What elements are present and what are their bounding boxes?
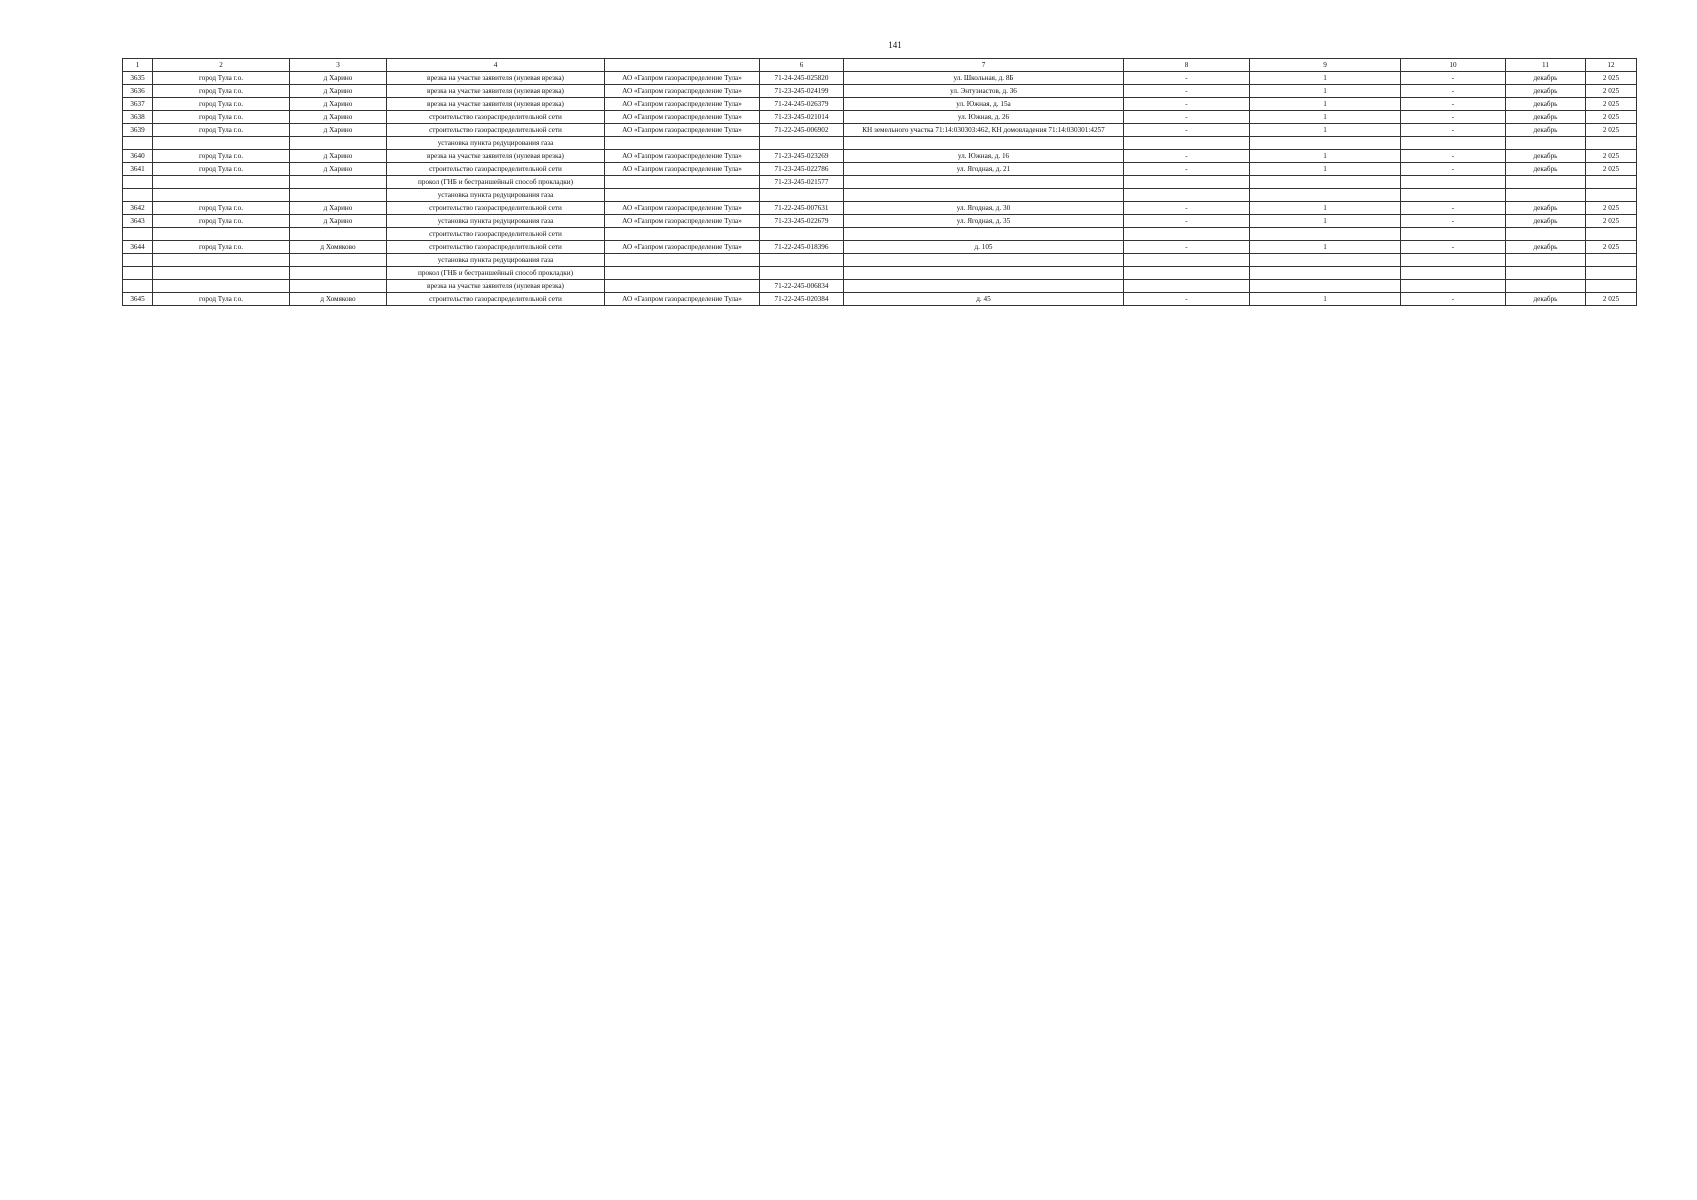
count-cell bbox=[1250, 228, 1401, 241]
organization-cell: АО «Газпром газораспределение Тула» bbox=[605, 293, 760, 306]
organization-cell: АО «Газпром газораспределение Тула» bbox=[605, 98, 760, 111]
column-header: 2 bbox=[153, 59, 290, 72]
organization-cell: АО «Газпром газораспределение Тула» bbox=[605, 150, 760, 163]
code-cell bbox=[760, 254, 844, 267]
month-cell bbox=[1506, 267, 1586, 280]
month-cell: декабрь bbox=[1506, 150, 1586, 163]
table-row bbox=[123, 85, 1637, 98]
col8-cell: - bbox=[1124, 98, 1250, 111]
month-cell bbox=[1506, 254, 1586, 267]
city-cell bbox=[153, 176, 290, 189]
row-number: 3637 bbox=[123, 98, 153, 111]
village-cell bbox=[290, 267, 387, 280]
col8-cell: - bbox=[1124, 72, 1250, 85]
code-cell: 71-24-245-026379 bbox=[760, 98, 844, 111]
row-number bbox=[123, 267, 153, 280]
city-cell: город Тула г.о. bbox=[153, 150, 290, 163]
table-row bbox=[123, 72, 1637, 85]
col8-cell bbox=[1124, 254, 1250, 267]
organization-cell: АО «Газпром газораспределение Тула» bbox=[605, 215, 760, 228]
work-type-cell: установка пункта редуцирования газа bbox=[387, 137, 605, 150]
city-cell bbox=[153, 267, 290, 280]
year-cell bbox=[1586, 267, 1637, 280]
year-cell bbox=[1586, 137, 1637, 150]
row-number: 3638 bbox=[123, 111, 153, 124]
month-cell: декабрь bbox=[1506, 85, 1586, 98]
year-cell: 2 025 bbox=[1586, 124, 1637, 137]
col8-cell: - bbox=[1124, 85, 1250, 98]
count-cell: 1 bbox=[1250, 124, 1401, 137]
work-type-cell: прокол (ГНБ и бестраншейный способ прокладки) bbox=[387, 176, 605, 189]
work-type-cell: строительство газораспределительной сети bbox=[387, 202, 605, 215]
table-row bbox=[123, 280, 1637, 293]
col10-cell bbox=[1401, 189, 1506, 202]
address-cell: ул. Школьная, д. 8Б bbox=[844, 72, 1124, 85]
village-cell: д Харино bbox=[290, 163, 387, 176]
city-cell bbox=[153, 137, 290, 150]
count-cell: 1 bbox=[1250, 202, 1401, 215]
month-cell: декабрь bbox=[1506, 163, 1586, 176]
col10-cell: - bbox=[1401, 72, 1506, 85]
organization-cell bbox=[605, 176, 760, 189]
address-cell: ул. Ягодная, д. 30 bbox=[844, 202, 1124, 215]
column-header: 1 bbox=[123, 59, 153, 72]
month-cell: декабрь bbox=[1506, 293, 1586, 306]
organization-cell bbox=[605, 280, 760, 293]
work-plan-table bbox=[122, 58, 1637, 306]
col8-cell bbox=[1124, 137, 1250, 150]
city-cell bbox=[153, 228, 290, 241]
header-row bbox=[123, 59, 1637, 72]
code-cell bbox=[760, 189, 844, 202]
col10-cell: - bbox=[1401, 293, 1506, 306]
row-number: 3644 bbox=[123, 241, 153, 254]
work-type-cell: врезка на участке заявителя (нулевая врезка) bbox=[387, 72, 605, 85]
col10-cell: - bbox=[1401, 163, 1506, 176]
city-cell bbox=[153, 254, 290, 267]
city-cell: город Тула г.о. bbox=[153, 124, 290, 137]
code-cell: 71-22-245-006834 bbox=[760, 280, 844, 293]
month-cell: декабрь bbox=[1506, 111, 1586, 124]
row-number: 3639 bbox=[123, 124, 153, 137]
village-cell: д Харино bbox=[290, 202, 387, 215]
organization-cell: АО «Газпром газораспределение Тула» bbox=[605, 202, 760, 215]
village-cell: д Хомяково bbox=[290, 293, 387, 306]
work-type-cell: строительство газораспределительной сети bbox=[387, 241, 605, 254]
address-cell bbox=[844, 137, 1124, 150]
village-cell bbox=[290, 137, 387, 150]
table-row bbox=[123, 111, 1637, 124]
col8-cell: - bbox=[1124, 111, 1250, 124]
year-cell bbox=[1586, 280, 1637, 293]
organization-cell: АО «Газпром газораспределение Тула» bbox=[605, 111, 760, 124]
address-cell bbox=[844, 189, 1124, 202]
code-cell: 71-22-245-020384 bbox=[760, 293, 844, 306]
work-type-cell: врезка на участке заявителя (нулевая врезка) bbox=[387, 85, 605, 98]
code-cell bbox=[760, 228, 844, 241]
month-cell bbox=[1506, 176, 1586, 189]
village-cell: д Харино bbox=[290, 98, 387, 111]
table-row bbox=[123, 124, 1637, 137]
village-cell bbox=[290, 280, 387, 293]
month-cell: декабрь bbox=[1506, 202, 1586, 215]
col10-cell: - bbox=[1401, 215, 1506, 228]
work-type-cell: строительство газораспределительной сети bbox=[387, 111, 605, 124]
organization-cell bbox=[605, 254, 760, 267]
month-cell bbox=[1506, 137, 1586, 150]
organization-cell bbox=[605, 267, 760, 280]
year-cell: 2 025 bbox=[1586, 85, 1637, 98]
table-row bbox=[123, 228, 1637, 241]
column-header bbox=[605, 59, 760, 72]
code-cell: 71-24-245-025820 bbox=[760, 72, 844, 85]
count-cell: 1 bbox=[1250, 293, 1401, 306]
row-number: 3642 bbox=[123, 202, 153, 215]
address-cell bbox=[844, 254, 1124, 267]
work-type-cell: врезка на участке заявителя (нулевая врезка) bbox=[387, 280, 605, 293]
work-type-cell: строительство газораспределительной сети bbox=[387, 163, 605, 176]
col8-cell: - bbox=[1124, 241, 1250, 254]
count-cell bbox=[1250, 137, 1401, 150]
village-cell bbox=[290, 189, 387, 202]
column-header: 4 bbox=[387, 59, 605, 72]
address-cell bbox=[844, 176, 1124, 189]
column-header: 11 bbox=[1506, 59, 1586, 72]
code-cell: 71-22-245-018396 bbox=[760, 241, 844, 254]
col10-cell bbox=[1401, 267, 1506, 280]
col8-cell bbox=[1124, 228, 1250, 241]
table-row bbox=[123, 137, 1637, 150]
row-number bbox=[123, 228, 153, 241]
row-number bbox=[123, 280, 153, 293]
count-cell: 1 bbox=[1250, 150, 1401, 163]
address-cell bbox=[844, 280, 1124, 293]
col10-cell: - bbox=[1401, 111, 1506, 124]
city-cell bbox=[153, 189, 290, 202]
count-cell bbox=[1250, 267, 1401, 280]
page-number: 141 bbox=[888, 40, 902, 50]
year-cell: 2 025 bbox=[1586, 111, 1637, 124]
address-cell: д. 105 bbox=[844, 241, 1124, 254]
address-cell: ул. Южная, д. 26 bbox=[844, 111, 1124, 124]
table-body bbox=[123, 72, 1637, 306]
organization-cell bbox=[605, 137, 760, 150]
city-cell: город Тула г.о. bbox=[153, 85, 290, 98]
col8-cell: - bbox=[1124, 293, 1250, 306]
village-cell: д Харино bbox=[290, 72, 387, 85]
month-cell: декабрь bbox=[1506, 215, 1586, 228]
village-cell: д Харино bbox=[290, 124, 387, 137]
row-number bbox=[123, 137, 153, 150]
count-cell: 1 bbox=[1250, 111, 1401, 124]
column-header: 6 bbox=[760, 59, 844, 72]
address-cell: ул. Энтузиастов, д. 36 bbox=[844, 85, 1124, 98]
work-type-cell: строительство газораспределительной сети bbox=[387, 124, 605, 137]
col8-cell: - bbox=[1124, 202, 1250, 215]
col10-cell: - bbox=[1401, 98, 1506, 111]
year-cell: 2 025 bbox=[1586, 215, 1637, 228]
code-cell: 71-22-245-006902 bbox=[760, 124, 844, 137]
col10-cell bbox=[1401, 176, 1506, 189]
year-cell: 2 025 bbox=[1586, 241, 1637, 254]
organization-cell: АО «Газпром газораспределение Тула» bbox=[605, 85, 760, 98]
code-cell bbox=[760, 267, 844, 280]
year-cell: 2 025 bbox=[1586, 72, 1637, 85]
row-number: 3641 bbox=[123, 163, 153, 176]
code-cell: 71-23-245-022786 bbox=[760, 163, 844, 176]
code-cell: 71-23-245-021577 bbox=[760, 176, 844, 189]
count-cell: 1 bbox=[1250, 241, 1401, 254]
col8-cell: - bbox=[1124, 163, 1250, 176]
code-cell: 71-22-245-007631 bbox=[760, 202, 844, 215]
work-type-cell: установка пункта редуцирования газа bbox=[387, 254, 605, 267]
row-number bbox=[123, 189, 153, 202]
row-number: 3643 bbox=[123, 215, 153, 228]
table-row bbox=[123, 98, 1637, 111]
row-number bbox=[123, 254, 153, 267]
village-cell: д Харино bbox=[290, 215, 387, 228]
year-cell: 2 025 bbox=[1586, 98, 1637, 111]
col8-cell bbox=[1124, 176, 1250, 189]
address-cell: КН земельного участка 71:14:030303:462, КН домовладения 71:14:030301:4257 bbox=[844, 124, 1124, 137]
village-cell: д Хомяково bbox=[290, 241, 387, 254]
village-cell: д Харино bbox=[290, 111, 387, 124]
village-cell bbox=[290, 228, 387, 241]
col8-cell: - bbox=[1124, 124, 1250, 137]
address-cell: ул. Южная, д. 15а bbox=[844, 98, 1124, 111]
count-cell bbox=[1250, 176, 1401, 189]
col10-cell: - bbox=[1401, 124, 1506, 137]
year-cell bbox=[1586, 254, 1637, 267]
organization-cell: АО «Газпром газораспределение Тула» bbox=[605, 72, 760, 85]
organization-cell: АО «Газпром газораспределение Тула» bbox=[605, 241, 760, 254]
column-header: 9 bbox=[1250, 59, 1401, 72]
city-cell bbox=[153, 280, 290, 293]
row-number: 3636 bbox=[123, 85, 153, 98]
table-row bbox=[123, 293, 1637, 306]
code-cell: 71-23-245-021014 bbox=[760, 111, 844, 124]
col8-cell bbox=[1124, 267, 1250, 280]
col8-cell: - bbox=[1124, 150, 1250, 163]
row-number: 3635 bbox=[123, 72, 153, 85]
count-cell: 1 bbox=[1250, 163, 1401, 176]
address-cell: д. 45 bbox=[844, 293, 1124, 306]
code-cell: 71-23-245-024199 bbox=[760, 85, 844, 98]
village-cell: д Харино bbox=[290, 150, 387, 163]
count-cell bbox=[1250, 254, 1401, 267]
table-row bbox=[123, 267, 1637, 280]
col10-cell: - bbox=[1401, 150, 1506, 163]
city-cell: город Тула г.о. bbox=[153, 111, 290, 124]
city-cell: город Тула г.о. bbox=[153, 241, 290, 254]
organization-cell bbox=[605, 189, 760, 202]
month-cell bbox=[1506, 280, 1586, 293]
col10-cell: - bbox=[1401, 85, 1506, 98]
column-header: 8 bbox=[1124, 59, 1250, 72]
count-cell: 1 bbox=[1250, 215, 1401, 228]
month-cell bbox=[1506, 189, 1586, 202]
organization-cell: АО «Газпром газораспределение Тула» bbox=[605, 163, 760, 176]
work-type-cell: врезка на участке заявителя (нулевая врезка) bbox=[387, 98, 605, 111]
table-row bbox=[123, 176, 1637, 189]
code-cell: 71-23-245-022679 bbox=[760, 215, 844, 228]
work-type-cell: установка пункта редуцирования газа bbox=[387, 215, 605, 228]
col10-cell: - bbox=[1401, 202, 1506, 215]
table-row bbox=[123, 215, 1637, 228]
work-type-cell: врезка на участке заявителя (нулевая врезка) bbox=[387, 150, 605, 163]
address-cell: ул. Ягодная, д. 35 bbox=[844, 215, 1124, 228]
village-cell bbox=[290, 254, 387, 267]
count-cell: 1 bbox=[1250, 98, 1401, 111]
row-number: 3645 bbox=[123, 293, 153, 306]
column-header: 7 bbox=[844, 59, 1124, 72]
month-cell: декабрь bbox=[1506, 241, 1586, 254]
organization-cell: АО «Газпром газораспределение Тула» bbox=[605, 124, 760, 137]
year-cell: 2 025 bbox=[1586, 163, 1637, 176]
address-cell: ул. Южная, д. 16 bbox=[844, 150, 1124, 163]
table-row bbox=[123, 241, 1637, 254]
work-type-cell: строительство газораспределительной сети bbox=[387, 228, 605, 241]
col10-cell bbox=[1401, 228, 1506, 241]
col10-cell bbox=[1401, 137, 1506, 150]
count-cell: 1 bbox=[1250, 72, 1401, 85]
city-cell: город Тула г.о. bbox=[153, 98, 290, 111]
month-cell bbox=[1506, 228, 1586, 241]
month-cell: декабрь bbox=[1506, 98, 1586, 111]
year-cell bbox=[1586, 228, 1637, 241]
work-type-cell: установка пункта редуцирования газа bbox=[387, 189, 605, 202]
year-cell: 2 025 bbox=[1586, 150, 1637, 163]
year-cell bbox=[1586, 176, 1637, 189]
table-row bbox=[123, 150, 1637, 163]
village-cell: д Харино bbox=[290, 85, 387, 98]
column-header: 3 bbox=[290, 59, 387, 72]
address-cell bbox=[844, 267, 1124, 280]
address-cell bbox=[844, 228, 1124, 241]
table-row bbox=[123, 202, 1637, 215]
column-header: 12 bbox=[1586, 59, 1637, 72]
count-cell bbox=[1250, 189, 1401, 202]
row-number bbox=[123, 176, 153, 189]
city-cell: город Тула г.о. bbox=[153, 163, 290, 176]
code-cell bbox=[760, 137, 844, 150]
col8-cell: - bbox=[1124, 215, 1250, 228]
year-cell: 2 025 bbox=[1586, 293, 1637, 306]
year-cell bbox=[1586, 189, 1637, 202]
city-cell: город Тула г.о. bbox=[153, 202, 290, 215]
village-cell bbox=[290, 176, 387, 189]
col10-cell bbox=[1401, 280, 1506, 293]
city-cell: город Тула г.о. bbox=[153, 293, 290, 306]
col8-cell bbox=[1124, 280, 1250, 293]
row-number: 3640 bbox=[123, 150, 153, 163]
column-header: 10 bbox=[1401, 59, 1506, 72]
col10-cell: - bbox=[1401, 241, 1506, 254]
address-cell: ул. Ягодная, д. 21 bbox=[844, 163, 1124, 176]
organization-cell bbox=[605, 228, 760, 241]
code-cell: 71-23-245-023269 bbox=[760, 150, 844, 163]
count-cell: 1 bbox=[1250, 85, 1401, 98]
work-type-cell: строительство газораспределительной сети bbox=[387, 293, 605, 306]
table-row bbox=[123, 254, 1637, 267]
work-type-cell: прокол (ГНБ и бестраншейный способ прокладки) bbox=[387, 267, 605, 280]
table-row bbox=[123, 163, 1637, 176]
city-cell: город Тула г.о. bbox=[153, 215, 290, 228]
col8-cell bbox=[1124, 189, 1250, 202]
year-cell: 2 025 bbox=[1586, 202, 1637, 215]
count-cell bbox=[1250, 280, 1401, 293]
city-cell: город Тула г.о. bbox=[153, 72, 290, 85]
col10-cell bbox=[1401, 254, 1506, 267]
month-cell: декабрь bbox=[1506, 124, 1586, 137]
table-row bbox=[123, 189, 1637, 202]
month-cell: декабрь bbox=[1506, 72, 1586, 85]
